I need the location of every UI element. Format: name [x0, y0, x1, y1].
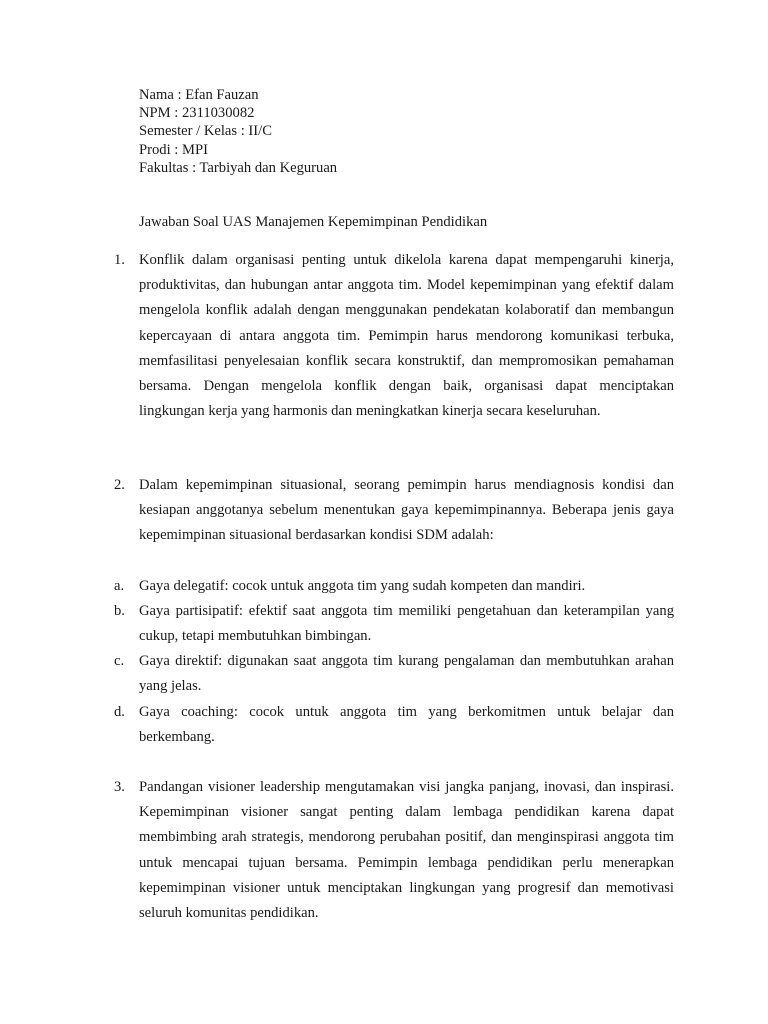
student-study-program: Prodi : MPI [139, 141, 208, 158]
student-identity-block [139, 86, 337, 177]
style-item-c-letter: c. [114, 653, 125, 669]
answer-3-number: 3. [114, 779, 125, 795]
style-item-d-text: Gaya coaching: cocok untuk anggota tim yang berkomitmen untuk belajar dan berkembang. [139, 704, 674, 746]
style-item-a-text: Gaya delegatif: cocok untuk anggota tim yang sudah kompeten dan mandiri. [139, 578, 586, 594]
answer-2 [114, 473, 674, 549]
answer-2-text: Dalam kepemimpinan situasional, seorang pemimpin harus mendiagnosis kondisi dan kesiapan anggotanya sebelum menentukan gaya kepemimpinannya. Beberapa jenis gaya kepemimpinan situasional berdasarkan kondisi SDM adalah: [139, 477, 674, 544]
student-name: Nama : Efan Fauzan [139, 87, 259, 103]
answer-3-text: Pandangan visioner leadership mengutamakan visi jangka panjang, inovasi, dan inspirasi. Kepemimpinan visioner sangat penting dalam lembaga pendidikan karena dapat membimbing arah strategis, mendorong perubahan positif, dan menginspirasi anggota tim untuk mencapai tujuan bersama. Pemimpin lembaga pendidikan perlu menerapkan kepemimpinan visioner untuk menciptakan lingkungan yang progresif dan memotivasi seluruh komunitas pendidikan. [139, 779, 674, 922]
style-item-b-text: Gaya partisipatif: efektif saat anggota tim memiliki pengetahuan dan keterampilan yang cukup, tetapi membutuhkan bimbingan. [139, 603, 674, 645]
style-item-c [114, 649, 674, 699]
student-semester-class: Semester / Kelas : II/C [139, 123, 272, 140]
style-item-d-letter: d. [114, 704, 125, 720]
style-item-d [114, 700, 674, 750]
student-npm: NPM : 2311030082 [139, 105, 255, 122]
answer-2-number: 2. [114, 477, 125, 493]
style-item-b [114, 599, 674, 649]
answer-1-text: Konflik dalam organisasi penting untuk dikelola karena dapat mempengaruhi kinerja, produktivitas, dan hubungan antar anggota tim. Model kepemimpinan yang efektif dalam mengelola konflik adalah dengan menggunakan pendekatan kolaboratif dan membangun kepercayaan di antara anggota tim. Pemimpin harus mendorong komunikasi terbuka, memfasilitasi penyelesaian konflik secara konstruktif, dan mempromosikan pemahaman bersama. Dengan mengelola konflik dengan baik, organisasi dapat menciptakan lingkungan kerja yang harmonis dan meningkatkan kinerja secara keseluruhan. [139, 252, 674, 420]
style-item-b-letter: b. [114, 603, 125, 619]
style-item-a-letter: a. [114, 578, 125, 594]
student-faculty: Fakultas : Tarbiyah dan Keguruan [139, 159, 338, 176]
style-item-a [114, 574, 674, 599]
answer-1-number: 1. [114, 252, 125, 268]
style-item-c-text: Gaya direktif: digunakan saat anggota tim kurang pengalaman dan membutuhkan arahan yang jelas. [139, 653, 674, 695]
answer-1 [114, 248, 674, 424]
answer-3 [114, 775, 674, 926]
document-title: Jawaban Soal UAS Manajemen Kepemimpinan Pendidikan [139, 214, 488, 230]
